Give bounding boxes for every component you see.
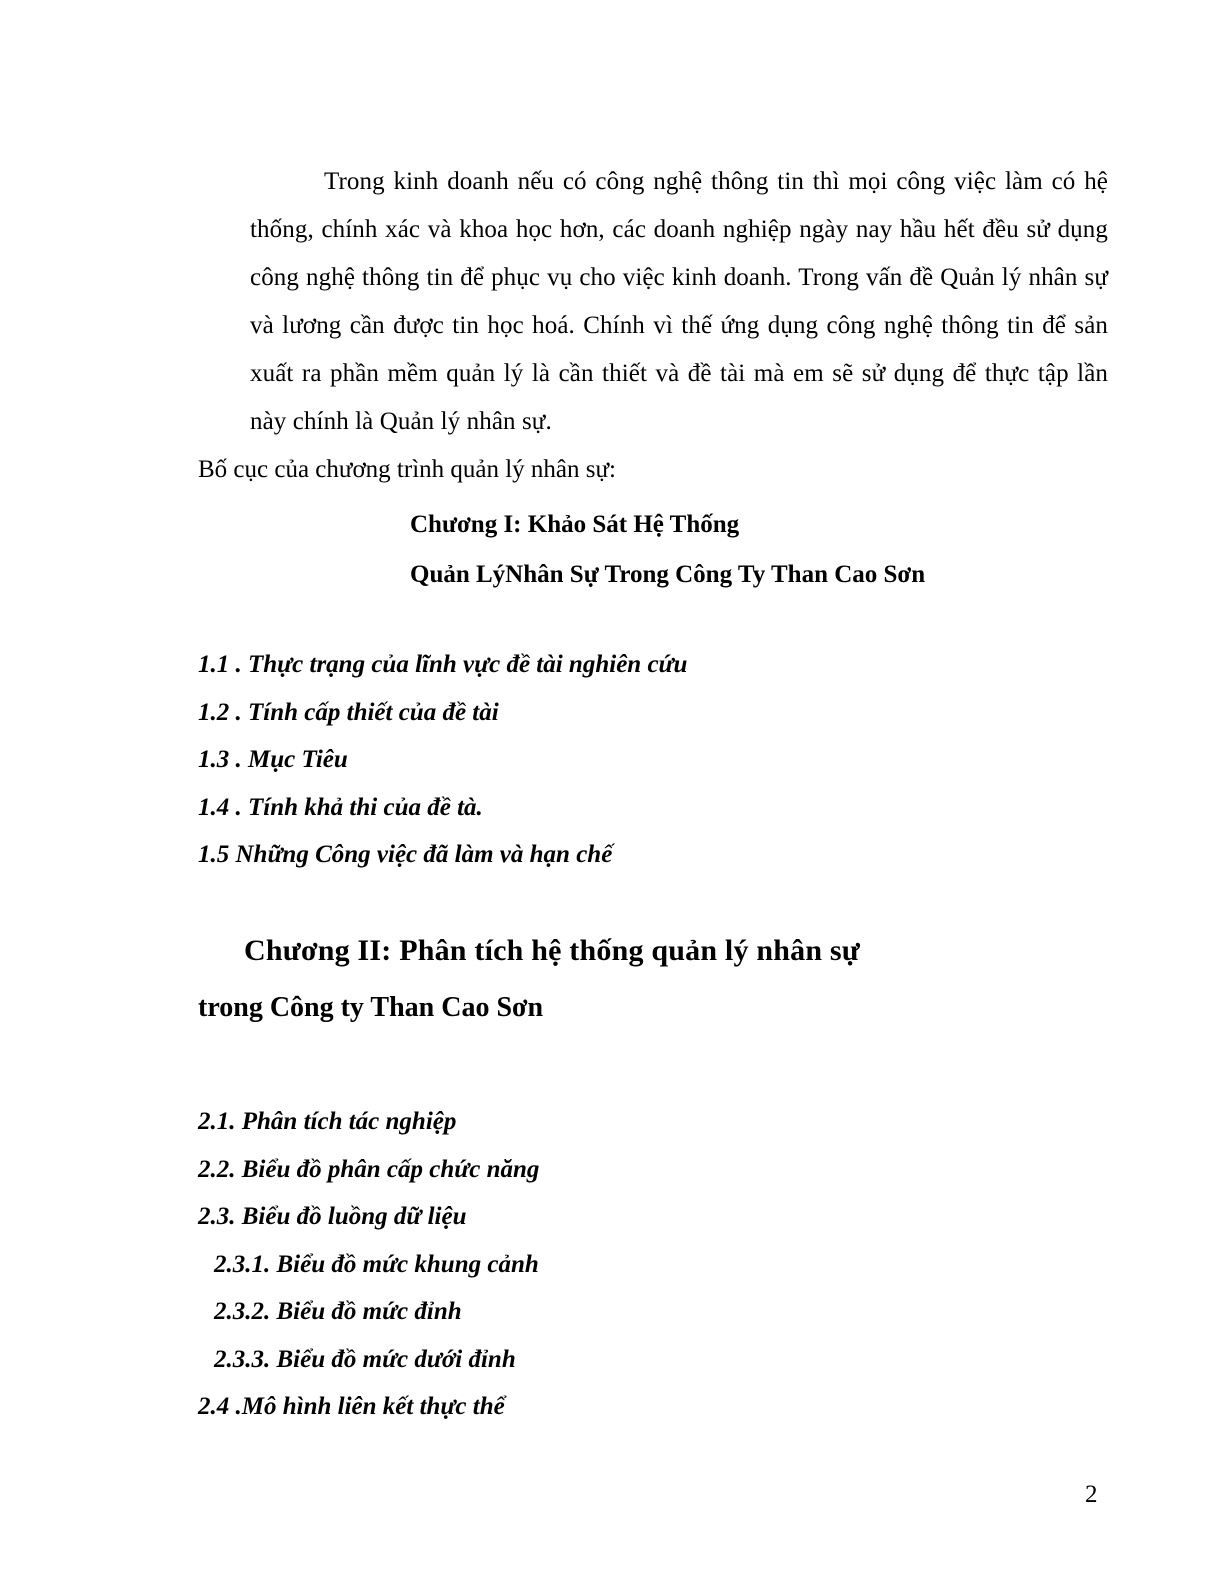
- chapter-one-title-line1: Chương I: Khảo Sát Hệ Thống: [410, 511, 740, 538]
- list-item: 1.2 . Tính cấp thiết của đề tài: [198, 698, 499, 726]
- chapter-two-title-line2: trong Công ty Than Cao Sơn: [198, 992, 544, 1023]
- chapter-one-heading: [410, 500, 925, 600]
- chapter-one-section-list: [198, 641, 687, 879]
- list-item: 1.4 . Tính khả thi của đề tà.: [198, 793, 483, 821]
- chapter-two-title-line1: Chương II: Phân tích hệ thống quản lý nhân sự: [244, 934, 860, 967]
- outline-intro-line: Bố cục của chương trình quản lý nhân sự:: [198, 456, 617, 483]
- list-item: 2.4 .Mô hình liên kết thực thể: [198, 1393, 505, 1420]
- list-item: 1.3 . Mục Tiêu: [198, 746, 348, 773]
- chapter-one-title-line2: Quản LýNhân Sự Trong Công Ty Than Cao Sơn: [410, 561, 926, 588]
- list-item: 2.3.3. Biểu đồ mức dưới đỉnh: [214, 1345, 516, 1373]
- list-item: 2.1. Phân tích tác nghiệp: [198, 1108, 457, 1135]
- list-item: 1.1 . Thực trạng của lĩnh vực đề tài nghiên cứu: [198, 651, 688, 678]
- list-item: 2.3.2. Biểu đồ mức đỉnh: [214, 1298, 462, 1325]
- list-item: 2.3.1. Biểu đồ mức khung cảnh: [214, 1250, 539, 1278]
- page-number: 2: [1085, 1481, 1098, 1508]
- intro-paragraph: Trong kinh doanh nếu có công nghệ thông tin thì mọi công việc làm có hệ thống, chính xác và khoa học hơn, các doanh nghiệp ngày nay hầu hết đều sử dụng công nghệ thông tin để phục vụ cho việc kinh doanh. Trong vấn đề Quản lý nhân sự và lương cần được tin học hoá. Chính vì thế ứng dụng công nghệ thông tin để sản xuất ra phần mềm quản lý là cần thiết và đề tài mà em sẽ sử dụng để thực tập lần này chính là Quản lý nhân sự.: [250, 168, 1108, 435]
- list-item: 2.2. Biểu đồ phân cấp chức năng: [198, 1155, 540, 1183]
- chapter-two-section-list: [198, 1098, 539, 1431]
- list-item: 2.3. Biểu đồ luồng dữ liệu: [198, 1203, 467, 1230]
- list-item: 1.5 Những Công việc đã làm và hạn chế: [198, 841, 613, 868]
